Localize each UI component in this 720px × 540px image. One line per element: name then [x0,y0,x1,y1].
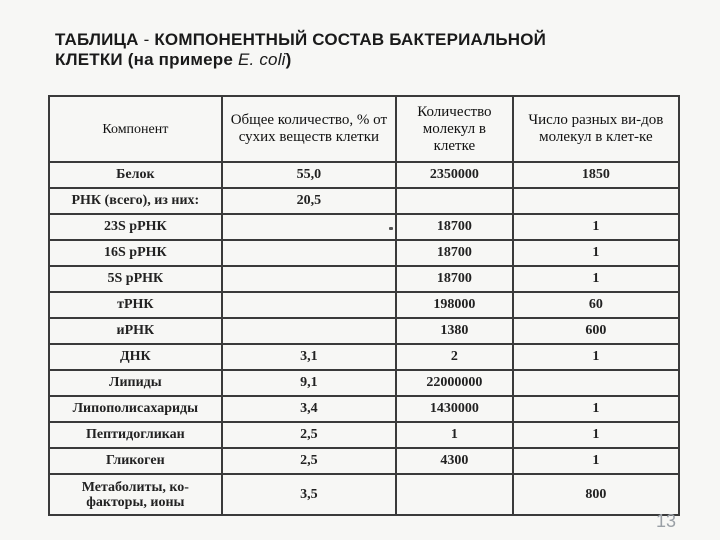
cell-molecule-count: 18700 [396,240,513,266]
cell-component: тРНК [49,292,222,318]
cell-component: РНК (всего), из них: [49,188,222,214]
header-component: Компонент [49,96,222,162]
cell-molecule-count: 1380 [396,318,513,344]
cell-molecule-types: 60 [513,292,679,318]
cell-total-percent: 55,0 [222,162,396,188]
cell-component: Гликоген [49,448,222,474]
cell-molecule-types: 1 [513,396,679,422]
cell-molecule-types [513,188,679,214]
cell-molecule-types: 1 [513,344,679,370]
cell-total-percent: 3,1 [222,344,396,370]
header-molecule-types: Число разных ви-дов молекул в клет-ке [513,96,679,162]
cell-molecule-types: 600 [513,318,679,344]
cell-molecule-count: 18700 [396,266,513,292]
cell-total-percent [222,214,396,240]
cell-molecule-types: 1 [513,422,679,448]
table-row [49,422,679,448]
cell-molecule-types: 1 [513,240,679,266]
cell-component: ДНК [49,344,222,370]
table-header-row [49,96,679,162]
cell-molecule-count: 1 [396,422,513,448]
scan-speck [389,227,393,230]
cell-total-percent: 2,5 [222,422,396,448]
cell-component: 23S рРНК [49,214,222,240]
table-row [49,188,679,214]
title-lead: ТАБЛИЦА [55,30,139,49]
cell-molecule-count [396,474,513,515]
cell-total-percent [222,240,396,266]
table-row [49,370,679,396]
cell-molecule-types: 1 [513,266,679,292]
cell-molecule-types [513,370,679,396]
cell-molecule-count [396,188,513,214]
header-molecule-count: Количество молекул в клетке [396,96,513,162]
cell-total-percent [222,318,396,344]
page-title [55,30,675,70]
table-row [49,474,679,515]
cell-molecule-types: 1850 [513,162,679,188]
cell-molecule-types: 1 [513,214,679,240]
cell-molecule-count: 2350000 [396,162,513,188]
table-body [49,162,679,515]
page-number: 13 [655,511,676,531]
cell-molecule-count: 4300 [396,448,513,474]
composition-table [48,95,680,516]
cell-component: Белок [49,162,222,188]
table-row [49,448,679,474]
cell-total-percent: 20,5 [222,188,396,214]
cell-molecule-count: 22000000 [396,370,513,396]
cell-total-percent: 2,5 [222,448,396,474]
cell-component: Липополисахариды [49,396,222,422]
cell-component: Липиды [49,370,222,396]
cell-molecule-types: 800 [513,474,679,515]
cell-molecule-count: 18700 [396,214,513,240]
cell-total-percent [222,266,396,292]
cell-component: Пептидогликан [49,422,222,448]
cell-total-percent: 3,5 [222,474,396,515]
table-row [49,214,679,240]
title-line2-italic: E. coli [237,50,286,69]
title-line2-end: ) [285,50,292,69]
table-row [49,266,679,292]
cell-molecule-types: 1 [513,448,679,474]
header-total-percent: Общее количество, % от сухих веществ клетки [222,96,396,162]
table-row [49,292,679,318]
cell-component: Метаболиты, ко-факторы, ионы [49,474,222,515]
table-row [49,318,679,344]
cell-total-percent [222,292,396,318]
title-line2-start: КЛЕТКИ (на примере [55,50,238,69]
table-row [49,240,679,266]
cell-molecule-count: 1430000 [396,396,513,422]
cell-total-percent: 3,4 [222,396,396,422]
cell-component: 16S рРНК [49,240,222,266]
cell-molecule-count: 2 [396,344,513,370]
cell-molecule-count: 198000 [396,292,513,318]
table-row [49,162,679,188]
cell-component: иРНК [49,318,222,344]
title-line1: КОМПОНЕНТНЫЙ СОСТАВ БАКТЕРИАЛЬНОЙ [154,30,547,49]
cell-component: 5S рРНК [49,266,222,292]
table-row [49,396,679,422]
cell-total-percent: 9,1 [222,370,396,396]
title-dash: - [138,30,155,49]
table-row [49,344,679,370]
